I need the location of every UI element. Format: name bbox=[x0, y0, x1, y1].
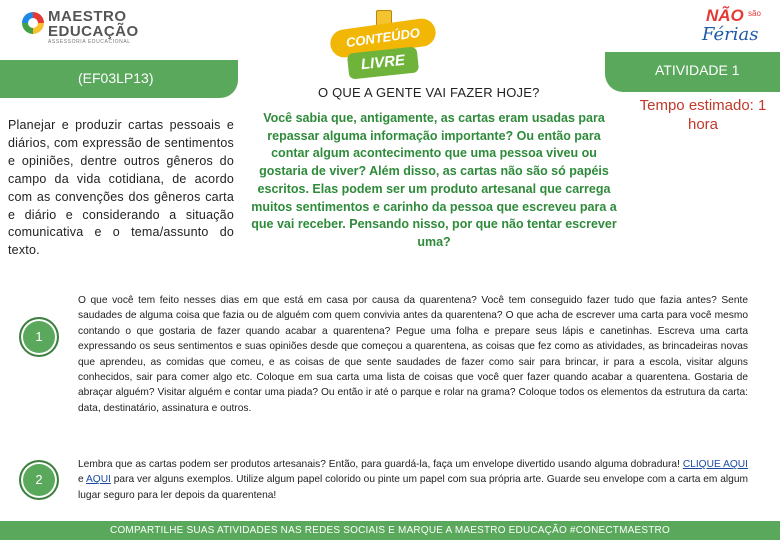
footer-banner: COMPARTILHE SUAS ATIVIDADES NAS REDES SOCIAIS E MARQUE A MAESTRO EDUCAÇÃO #CONECTMAESTRO bbox=[0, 521, 780, 540]
step-2-text-after: para ver alguns exemplos. Utilize algum papel colorido ou pinte um papel com sua própria arte. Guarde seu envelope com a carta em algum lugar seguro para ler depois da quarentena! bbox=[78, 474, 749, 501]
activity-label: ATIVIDADE 1 bbox=[655, 62, 740, 78]
step-1-badge: 1 bbox=[19, 317, 59, 357]
step-2-text bbox=[78, 457, 748, 503]
badge-bottom-text: LIVRE bbox=[347, 46, 419, 79]
aqui-link[interactable]: AQUI bbox=[85, 474, 111, 486]
step-2-text-before: Lembra que as cartas podem ser produtos artesanais? Então, para guardá-la, faça um envelope divertido usando alguma dobradura! bbox=[78, 459, 683, 470]
nao-sao-ferias-logo bbox=[690, 6, 776, 46]
logo-sao: são bbox=[748, 9, 761, 18]
estimated-time: Tempo estimado: 1 hora bbox=[639, 97, 767, 133]
step-2-text-between: e bbox=[78, 474, 86, 486]
logo-line1: MAESTRO bbox=[48, 8, 127, 25]
conteudo-livre-badge bbox=[324, 10, 442, 86]
skill-description: Planejar e produzir cartas pessoais e diários, com expressão de sentimentos e opiniões, dentre outros gêneros do campo da vida cotidiana, de acordo com as convenções dos gêneros carta e diário e considerando a situação comunicativa e o tema/assunto do texto. bbox=[8, 118, 234, 258]
skill-code-banner bbox=[0, 60, 238, 98]
step-2-badge: 2 bbox=[19, 460, 59, 500]
maestro-educacao-logo bbox=[22, 8, 162, 44]
activity-banner bbox=[605, 52, 780, 92]
logo-line2: EDUCAÇÃO bbox=[48, 23, 139, 40]
step-1-text: O que você tem feito nesses dias em que está em casa por causa da quarentena? Você tem conseguido fazer tudo que fazia antes? Sente saudades de alguma coisa que fazia ou de alguém com quem convivia antes da quarentena? O que acha de escrever uma carta para você mesmo contando o que gostaria de fazer quando acabar a quarentena? Pegue uma folha e prepare seus lápis e canetinhas. Escreva uma carta expressando os seus sentimentos e suas opiniões desde que começou a quarentena, as coisas que fez como as atividades, as brincadeiras novas que aprendeu, as comidas que comeu, e as coisas de que sente saudades de fazer como sair para brincar, ir para a escola, visitar alguns conhecidos, sair para comer algo etc. Coloque em sua carta uma lista de coisas que você quer fazer quando acabar a quarentena. Gostaria de abraçar alguém? Visitar alguém e contar uma piada? Ou então ir até o parque e rolar na grama? Coloque todos os elementos da estrutura da carta: data, destinatário, assinatura e outros. bbox=[78, 295, 748, 414]
badge-top-text: CONTEÚDO bbox=[329, 17, 438, 59]
page-heading: O QUE A GENTE VAI FAZER HOJE? bbox=[318, 85, 540, 100]
logo-ferias: Férias bbox=[702, 24, 759, 45]
clique-aqui-link[interactable]: CLIQUE AQUI bbox=[682, 459, 748, 470]
logo-tagline: ASSESSORIA EDUCACIONAL bbox=[48, 39, 131, 45]
logo-nao: NÃO bbox=[706, 6, 744, 25]
intro-text: Você sabia que, antigamente, as cartas eram usadas para repassar alguma informação importante? Ou então para contar algum acontecimento que uma pessoa viveu ou gostaria de viver? Além disso, as cartas não são só papéis escritos. Elas podem ser um produto artesanal que carrega muitos sentimentos e carinho da pessoa que escreveu para a que vai receber. Pensando nisso, por que não tentar escrever uma? bbox=[251, 111, 617, 249]
skill-code: (EF03LP13) bbox=[78, 70, 154, 86]
logo-mark-icon bbox=[22, 12, 44, 34]
